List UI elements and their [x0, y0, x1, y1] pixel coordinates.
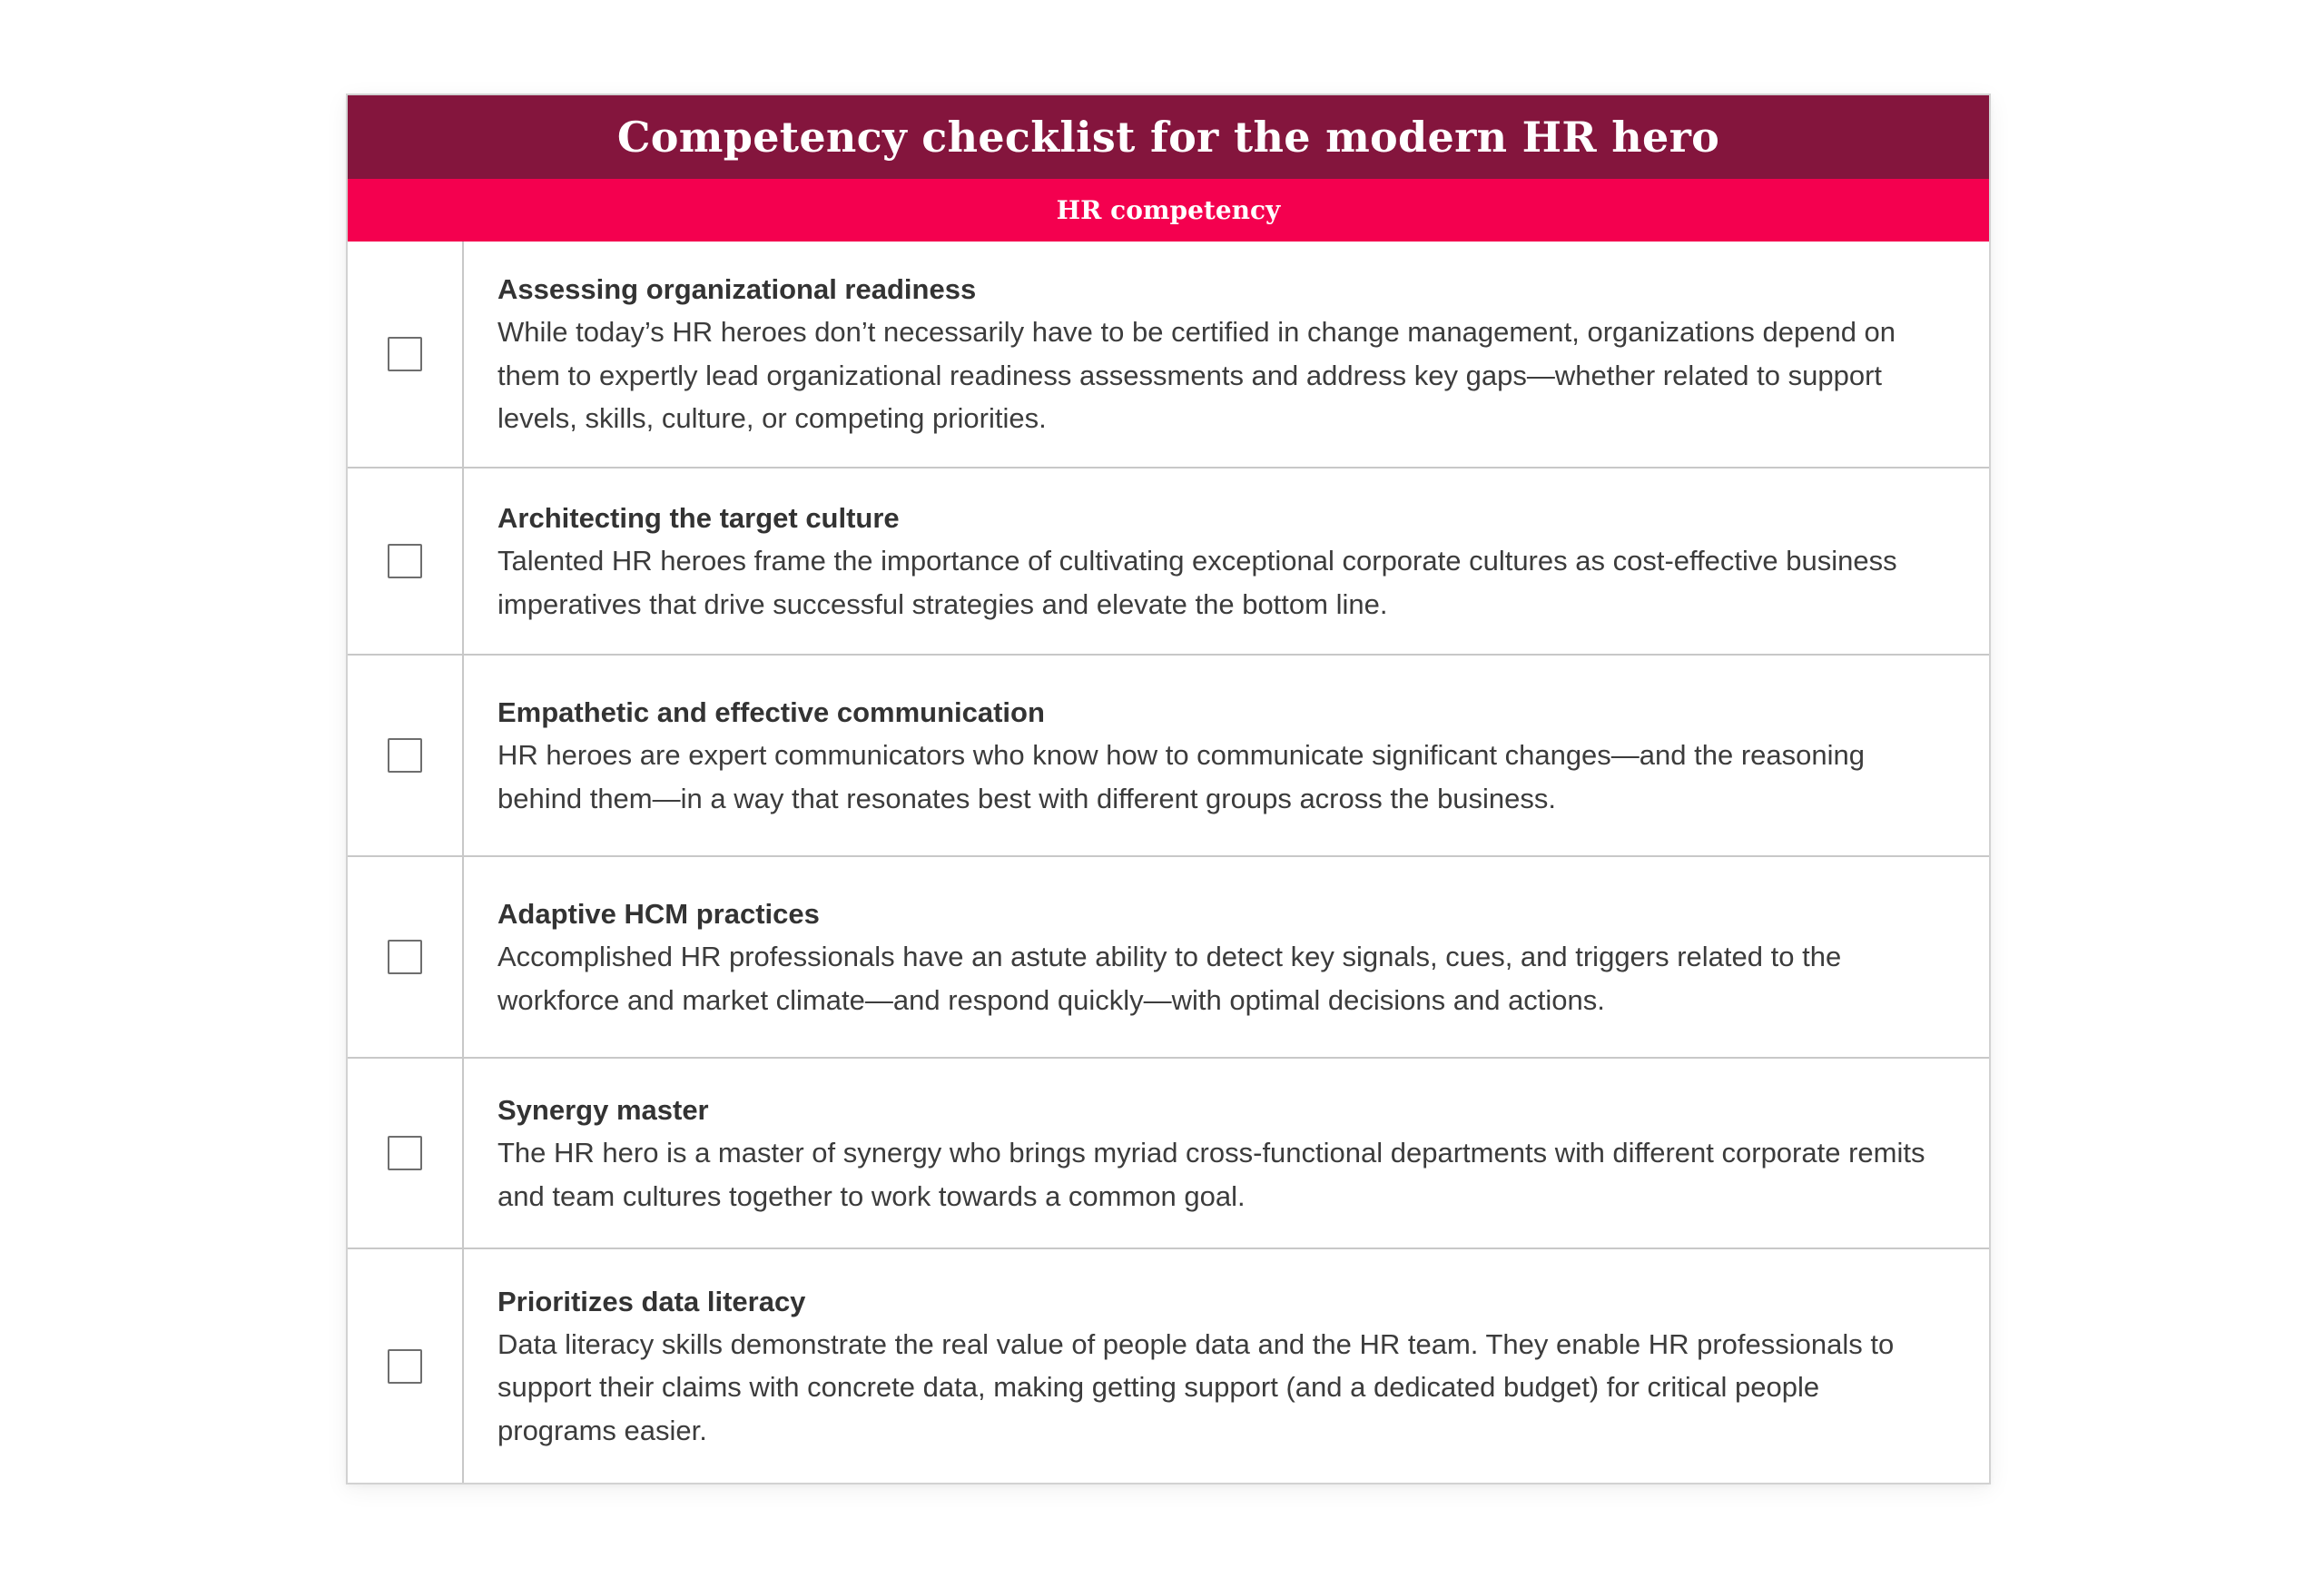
- checklist-row: [348, 1057, 1989, 1248]
- checklist-row: [348, 855, 1989, 1057]
- checkbox-cell: [348, 857, 464, 1057]
- item-text: [464, 242, 1989, 467]
- checkbox[interactable]: [388, 337, 422, 371]
- item-title: Empathetic and effective communication: [497, 696, 1045, 728]
- checkbox[interactable]: [388, 544, 422, 578]
- item-text: [464, 857, 1989, 1057]
- checklist-card: [346, 94, 1991, 1484]
- checkbox[interactable]: [388, 738, 422, 773]
- checkbox-cell: [348, 1059, 464, 1248]
- item-description: Talented HR heroes frame the importance of cultivating exceptional corporate cultures as cost-effective business imperatives that drive successful strategies and elevate the bottom line.: [497, 545, 1897, 620]
- item-title: Architecting the target culture: [497, 502, 900, 534]
- item-title: Synergy master: [497, 1094, 709, 1126]
- checkbox-cell: [348, 656, 464, 855]
- item-title: Adaptive HCM practices: [497, 898, 820, 930]
- item-text: [464, 1249, 1989, 1483]
- checklist-title: Competency checklist for the modern HR hero: [348, 95, 1989, 179]
- item-title: Assessing organizational readiness: [497, 273, 977, 306]
- checkbox[interactable]: [388, 1349, 422, 1384]
- checklist-row: [348, 1248, 1989, 1483]
- item-text: [464, 656, 1989, 855]
- checklist-row: [348, 242, 1989, 467]
- item-description: Data literacy skills demonstrate the real value of people data and the HR team. They enable HR professionals to support their claims with concrete data, making getting support (and a dedicated budget) for critical people programs easier.: [497, 1327, 1895, 1446]
- checkbox-cell: [348, 468, 464, 654]
- item-description: The HR hero is a master of synergy who brings myriad cross-functional departments with different corporate remits and team cultures together to work towards a common goal.: [497, 1137, 1925, 1212]
- checklist-row: [348, 654, 1989, 855]
- item-description: HR heroes are expert communicators who know how to communicate significant changes—and the reasoning behind them—in a way that resonates best with different groups across the business.: [497, 739, 1865, 814]
- item-text: [464, 468, 1989, 654]
- column-header: HR competency: [348, 179, 1989, 242]
- item-description: Accomplished HR professionals have an astute ability to detect key signals, cues, and triggers related to the workforce and market climate—and respond quickly—with optimal decisions and actions.: [497, 941, 1842, 1016]
- checkbox-cell: [348, 1249, 464, 1483]
- item-text: [464, 1059, 1989, 1248]
- checklist-row: [348, 467, 1989, 654]
- item-description: While today’s HR heroes don’t necessarily have to be certified in change management, organizations depend on them to expertly lead organizational readiness assessments and address key gaps—whether related to support levels, skills, culture, or competing priorities.: [497, 316, 1896, 435]
- checkbox[interactable]: [388, 1136, 422, 1170]
- item-title: Prioritizes data literacy: [497, 1285, 806, 1317]
- checkbox[interactable]: [388, 940, 422, 974]
- checkbox-cell: [348, 242, 464, 467]
